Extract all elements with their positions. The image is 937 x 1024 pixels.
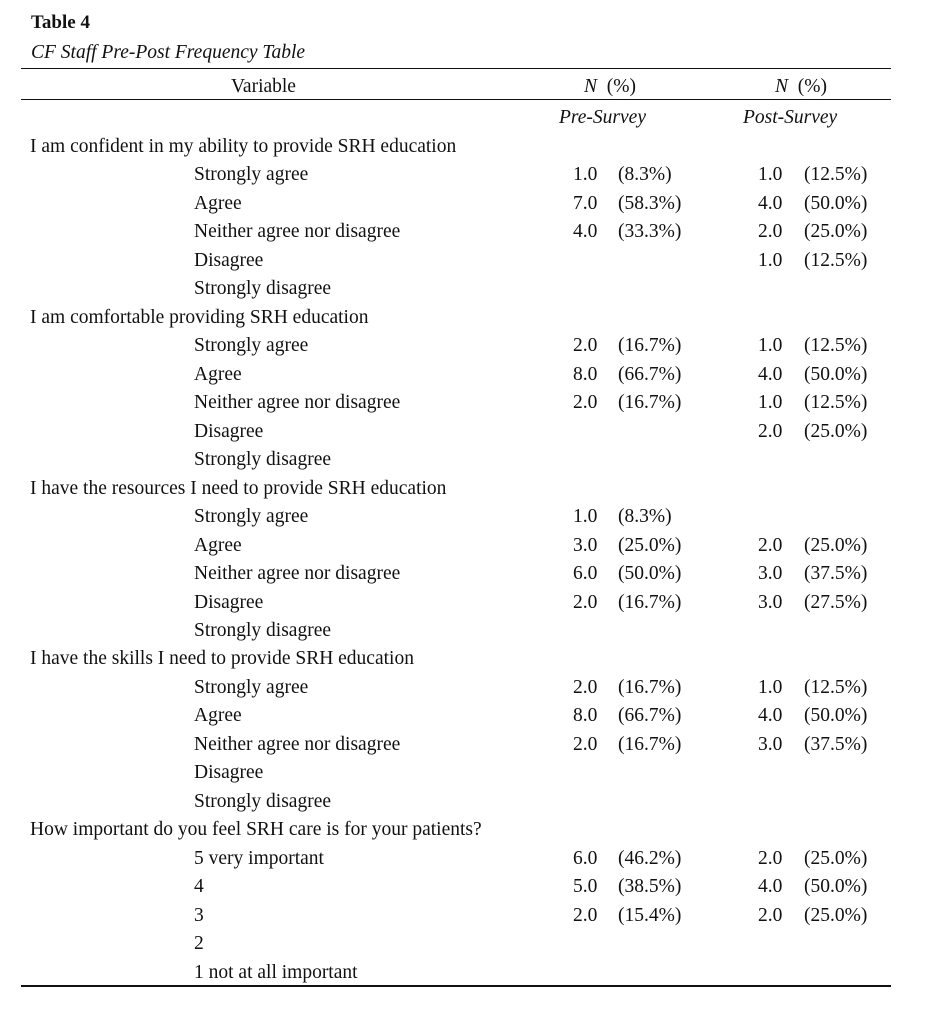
response-option: 1 not at all important xyxy=(194,961,358,983)
post-survey-percent: (50.0%) xyxy=(804,192,868,214)
question-label: I have the skills I need to provide SRH education xyxy=(30,648,414,670)
post-survey-n: 3.0 xyxy=(758,563,783,585)
question-label: I am confident in my ability to provide SRH education xyxy=(30,136,457,157)
pre-survey-n: 1.0 xyxy=(573,164,598,186)
header-post-n: N xyxy=(775,76,789,97)
post-survey-percent: (12.5%) xyxy=(804,249,868,271)
pre-survey-n: 8.0 xyxy=(573,363,598,385)
pre-survey-percent: (46.2%) xyxy=(618,847,682,869)
pre-survey-n: 2.0 xyxy=(573,676,598,698)
pre-survey-percent: (16.7%) xyxy=(618,733,682,755)
response-option: Neither agree nor disagree xyxy=(194,733,401,755)
post-survey-percent: (25.0%) xyxy=(804,420,868,442)
pre-survey-percent: (16.7%) xyxy=(618,676,682,698)
header-pre-survey: Pre-Survey xyxy=(559,107,646,128)
header-pre-percent: (%) xyxy=(606,76,636,97)
post-survey-n: 1.0 xyxy=(758,335,783,357)
table-top-rule xyxy=(21,68,891,69)
pre-survey-percent: (66.7%) xyxy=(618,363,682,385)
response-option: Strongly disagree xyxy=(194,619,332,641)
response-option: Agree xyxy=(194,363,242,385)
header-post-survey: Post-Survey xyxy=(743,107,838,128)
pre-survey-percent: (58.3%) xyxy=(618,192,682,214)
response-option: Strongly disagree xyxy=(194,790,332,812)
post-survey-n: 1.0 xyxy=(758,392,783,414)
response-option: Neither agree nor disagree xyxy=(194,221,401,243)
response-option: 3 xyxy=(194,904,204,926)
post-survey-n: 1.0 xyxy=(758,249,783,271)
header-post-percent: (%) xyxy=(797,76,827,97)
pre-survey-percent: (16.7%) xyxy=(618,335,682,357)
pre-survey-percent: (8.3%) xyxy=(618,506,672,528)
post-survey-percent: (25.0%) xyxy=(804,904,868,926)
post-survey-percent: (27.5%) xyxy=(804,591,868,613)
header-rule xyxy=(21,99,891,100)
post-survey-n: 1.0 xyxy=(758,676,783,698)
pre-survey-percent: (33.3%) xyxy=(618,221,682,243)
pre-survey-n: 1.0 xyxy=(573,506,598,528)
response-option: 5 very important xyxy=(194,847,324,869)
response-option: Agree xyxy=(194,534,242,556)
response-option: Agree xyxy=(194,192,242,214)
pre-survey-n: 2.0 xyxy=(573,591,598,613)
pre-survey-percent: (16.7%) xyxy=(618,591,682,613)
pre-survey-percent: (15.4%) xyxy=(618,904,682,926)
header-pre-n-percent xyxy=(584,77,636,97)
response-option: 2 xyxy=(194,933,204,955)
post-survey-percent: (12.5%) xyxy=(804,392,868,414)
response-option: Strongly agree xyxy=(194,164,309,186)
post-survey-percent: (12.5%) xyxy=(804,676,868,698)
response-option: Disagree xyxy=(194,249,264,271)
pre-survey-n: 4.0 xyxy=(573,221,598,243)
post-survey-n: 1.0 xyxy=(758,164,783,186)
pre-survey-n: 2.0 xyxy=(573,335,598,357)
response-option: Disagree xyxy=(194,762,264,784)
response-option: Agree xyxy=(194,705,242,727)
pre-survey-percent: (25.0%) xyxy=(618,534,682,556)
table-title: CF Staff Pre-Post Frequency Table xyxy=(31,42,306,63)
post-survey-n: 2.0 xyxy=(758,847,783,869)
post-survey-n: 4.0 xyxy=(758,363,783,385)
post-survey-n: 2.0 xyxy=(758,904,783,926)
post-survey-percent: (37.5%) xyxy=(804,733,868,755)
header-post-n-percent xyxy=(775,77,827,97)
post-survey-n: 2.0 xyxy=(758,221,783,243)
table-bottom-rule xyxy=(21,985,891,987)
pre-survey-n: 6.0 xyxy=(573,847,598,869)
post-survey-percent: (12.5%) xyxy=(804,335,868,357)
pre-survey-n: 8.0 xyxy=(573,705,598,727)
post-survey-n: 2.0 xyxy=(758,534,783,556)
table-label: Table 4 xyxy=(31,12,90,33)
response-option: Strongly agree xyxy=(194,335,309,357)
post-survey-percent: (12.5%) xyxy=(804,164,868,186)
pre-survey-n: 6.0 xyxy=(573,563,598,585)
pre-survey-n: 2.0 xyxy=(573,904,598,926)
response-option: Strongly agree xyxy=(194,506,309,528)
post-survey-n: 4.0 xyxy=(758,876,783,898)
post-survey-percent: (25.0%) xyxy=(804,847,868,869)
response-option: Strongly disagree xyxy=(194,278,332,300)
pre-survey-n: 3.0 xyxy=(573,534,598,556)
response-option: Neither agree nor disagree xyxy=(194,392,401,414)
pre-survey-percent: (50.0%) xyxy=(618,563,682,585)
post-survey-n: 4.0 xyxy=(758,192,783,214)
header-variable: Variable xyxy=(231,76,296,97)
pre-survey-percent: (8.3%) xyxy=(618,164,672,186)
post-survey-percent: (50.0%) xyxy=(804,705,868,727)
post-survey-n: 3.0 xyxy=(758,591,783,613)
header-pre-n: N xyxy=(584,76,598,97)
pre-survey-percent: (38.5%) xyxy=(618,876,682,898)
response-option: Disagree xyxy=(194,591,264,613)
response-option: Disagree xyxy=(194,420,264,442)
pre-survey-n: 2.0 xyxy=(573,392,598,414)
post-survey-percent: (25.0%) xyxy=(804,221,868,243)
question-label: I am comfortable providing SRH education xyxy=(30,306,369,328)
post-survey-n: 4.0 xyxy=(758,705,783,727)
post-survey-percent: (37.5%) xyxy=(804,563,868,585)
pre-survey-n: 2.0 xyxy=(573,733,598,755)
post-survey-percent: (50.0%) xyxy=(804,363,868,385)
response-option: 4 xyxy=(194,876,204,898)
pre-survey-percent: (66.7%) xyxy=(618,705,682,727)
pre-survey-n: 5.0 xyxy=(573,876,598,898)
post-survey-n: 2.0 xyxy=(758,420,783,442)
pre-survey-percent: (16.7%) xyxy=(618,392,682,414)
post-survey-percent: (50.0%) xyxy=(804,876,868,898)
post-survey-percent: (25.0%) xyxy=(804,534,868,556)
question-label: How important do you feel SRH care is for your patients? xyxy=(30,819,482,841)
question-label: I have the resources I need to provide SRH education xyxy=(30,477,447,499)
response-option: Strongly disagree xyxy=(194,449,332,471)
response-option: Strongly agree xyxy=(194,676,309,698)
response-option: Neither agree nor disagree xyxy=(194,563,401,585)
pre-survey-n: 7.0 xyxy=(573,192,598,214)
post-survey-n: 3.0 xyxy=(758,733,783,755)
